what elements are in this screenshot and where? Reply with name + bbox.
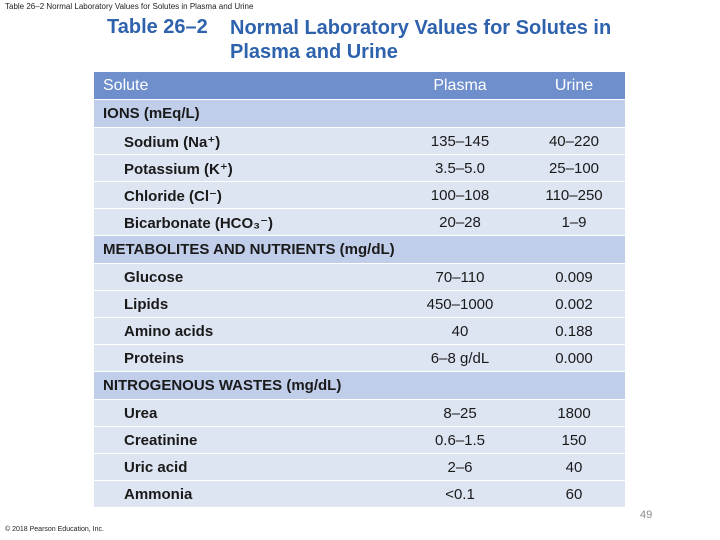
plasma-value: 3.5–5.0 <box>434 160 486 177</box>
plasma-value: 20–28 <box>439 214 481 231</box>
solute-name: Creatinine <box>124 432 198 449</box>
table-row <box>94 208 625 235</box>
solute-name: Uric acid <box>124 459 188 476</box>
plasma-value: 70–110 <box>435 269 485 286</box>
urine-value: 0.002 <box>555 296 593 313</box>
solute-name: Bicarbonate (HCO₃⁻) <box>124 215 274 232</box>
category-row-metabolites <box>94 235 625 263</box>
solute-name: Proteins <box>124 350 185 367</box>
table-number: Table 26–2 <box>107 16 208 38</box>
table-row <box>94 263 625 290</box>
solute-name: Urea <box>124 405 158 422</box>
table-row <box>94 290 625 317</box>
category-row-ions <box>94 99 625 127</box>
solute-name: Potassium (K⁺) <box>124 161 233 178</box>
solute-name: Glucose <box>124 269 184 286</box>
solute-name: Chloride (Cl⁻) <box>124 188 222 205</box>
table-row <box>94 344 625 371</box>
table-row <box>94 453 625 480</box>
urine-value: 1–9 <box>561 214 587 231</box>
lab-values-table <box>94 72 625 507</box>
solute-name: Sodium (Na⁺) <box>124 134 221 151</box>
solute-name: Amino acids <box>124 323 214 340</box>
plasma-value: 450–1000 <box>426 296 494 313</box>
table-row <box>94 480 625 507</box>
urine-value: 0.000 <box>555 350 593 367</box>
plasma-value: 2–6 <box>447 459 473 476</box>
category-label: METABOLITES AND NUTRIENTS (mg/dL) <box>103 241 395 258</box>
urine-value: 40–220 <box>548 133 600 150</box>
slide-title: Table 26–2 Normal Laboratory Values for Solutes in Plasma and Urine <box>5 2 254 11</box>
header-plasma: Plasma <box>433 77 487 94</box>
table-row <box>94 399 625 426</box>
urine-value: 60 <box>565 486 583 503</box>
table-row <box>94 154 625 181</box>
urine-value: 25–100 <box>548 160 600 177</box>
table-row <box>94 426 625 453</box>
plasma-value: 100–108 <box>430 187 490 204</box>
header-urine: Urine <box>554 77 594 94</box>
plasma-value: 0.6–1.5 <box>434 432 486 449</box>
plasma-value: 40 <box>451 323 469 340</box>
urine-value: 110–250 <box>545 187 603 204</box>
page-number: 49 <box>640 509 653 521</box>
urine-value: 0.009 <box>555 269 593 286</box>
category-label: NITROGENOUS WASTES (mg/dL) <box>103 377 342 394</box>
table-title: Normal Laboratory Values for Solutes in Plasma and Urine <box>230 17 612 63</box>
copyright-notice: © 2018 Pearson Education, Inc. <box>5 526 104 533</box>
category-row-nitrogenous-wastes <box>94 371 625 399</box>
plasma-value: 135–145 <box>430 133 490 150</box>
urine-value: 1800 <box>557 405 591 422</box>
plasma-value: 8–25 <box>443 405 477 422</box>
header-solute: Solute <box>103 77 149 94</box>
table-row <box>94 181 625 208</box>
urine-value: 40 <box>565 459 583 476</box>
urine-value: 0.188 <box>555 323 593 340</box>
table-header <box>94 72 625 99</box>
table-row <box>94 317 625 344</box>
urine-value: 150 <box>561 432 587 449</box>
solute-name: Ammonia <box>124 486 193 503</box>
table-row <box>94 127 625 154</box>
plasma-value: 6–8 g/dL <box>430 350 490 367</box>
plasma-value: <0.1 <box>445 486 475 503</box>
category-label: IONS (mEq/L) <box>103 105 200 122</box>
solute-name: Lipids <box>124 296 169 313</box>
